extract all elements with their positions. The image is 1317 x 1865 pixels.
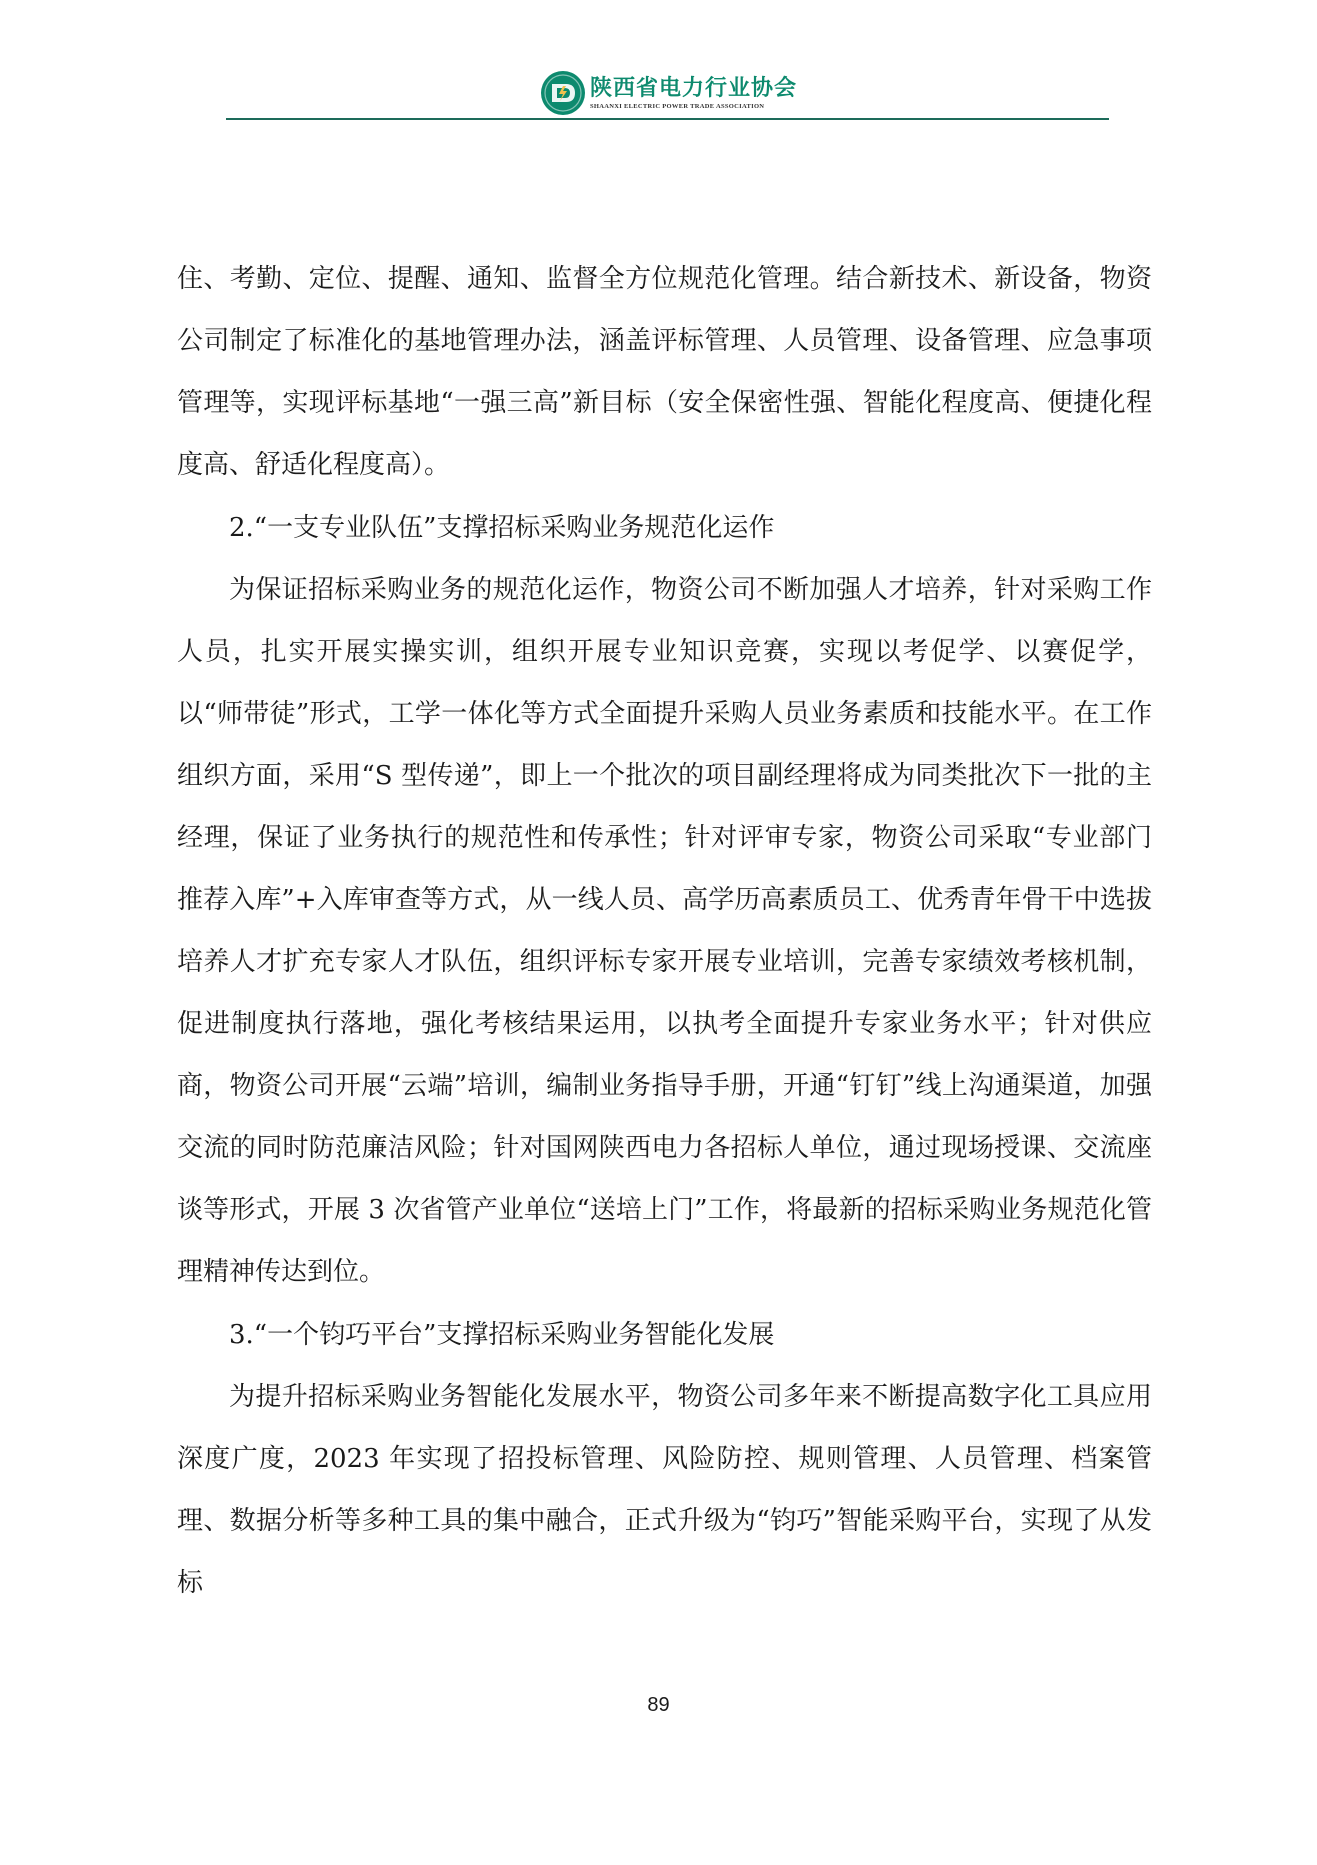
association-name-cn: 陕西省电力行业协会 bbox=[590, 75, 798, 101]
association-logo-icon bbox=[540, 70, 586, 116]
paragraph-3: 为提升招标采购业务智能化发展水平，物资公司多年来不断提高数字化工具应用深度广度，2023 年实现了招投标管理、风险防控、规则管理、人员管理、档案管理、数据分析等多种工具的集中融合，正式升级为“钧巧”智能采购平台，实现了从发标 bbox=[177, 1382, 1152, 1598]
document-body bbox=[177, 248, 1152, 1614]
header-divider bbox=[226, 118, 1109, 120]
page-number: 89 bbox=[647, 1694, 670, 1716]
paragraph-2: 为保证招标采购业务的规范化运作，物资公司不断加强人才培养，针对采购工作人员，扎实开展实操实训，组织开展专业知识竞赛，实现以考促学、以赛促学，以“师带徒”形式，工学一体化等方式全面提升采购人员业务素质和技能水平。在工作组织方面，采用“S 型传递”，即上一个批次的项目副经理将成为同类批次下一批的主经理，保证了业务执行的规范性和传承性；针对评审专家，物资公司采取“专业部门推荐入库”+入库审查等方式，从一线人员、高学历高素质员工、优秀青年骨干中选拔培养人才扩充专家人才队伍，组织评标专家开展专业培训，完善专家绩效考核机制，促进制度执行落地，强化考核结果运用，以执考全面提升专家业务水平；针对供应商，物资公司开展“云端”培训，编制业务指导手册，开通“钉钉”线上沟通渠道，加强交流的同时防范廉洁风险；针对国网陕西电力各招标人单位，通过现场授课、交流座谈等形式，开展 3 次省管产业单位“送培上门”工作，将最新的招标采购业务规范化管理精神传达到位。 bbox=[177, 575, 1152, 1287]
association-logo bbox=[540, 70, 797, 116]
section-heading-2: 2.“一支专业队伍”支撑招标采购业务规范化运作 bbox=[229, 513, 775, 543]
page-header bbox=[226, 62, 1109, 122]
association-name-en: SHAANXI ELECTRIC POWER TRADE ASSOCIATION bbox=[590, 102, 765, 110]
section-heading-3: 3.“一个钧巧平台”支撑招标采购业务智能化发展 bbox=[229, 1320, 775, 1350]
paragraph-continued: 住、考勤、定位、提醒、通知、监督全方位规范化管理。结合新技术、新设备，物资公司制定了标准化的基地管理办法，涵盖评标管理、人员管理、设备管理、应急事项管理等，实现评标基地“一强三高”新目标（安全保密性强、智能化程度高、便捷化程度高、舒适化程度高）。 bbox=[177, 264, 1152, 480]
